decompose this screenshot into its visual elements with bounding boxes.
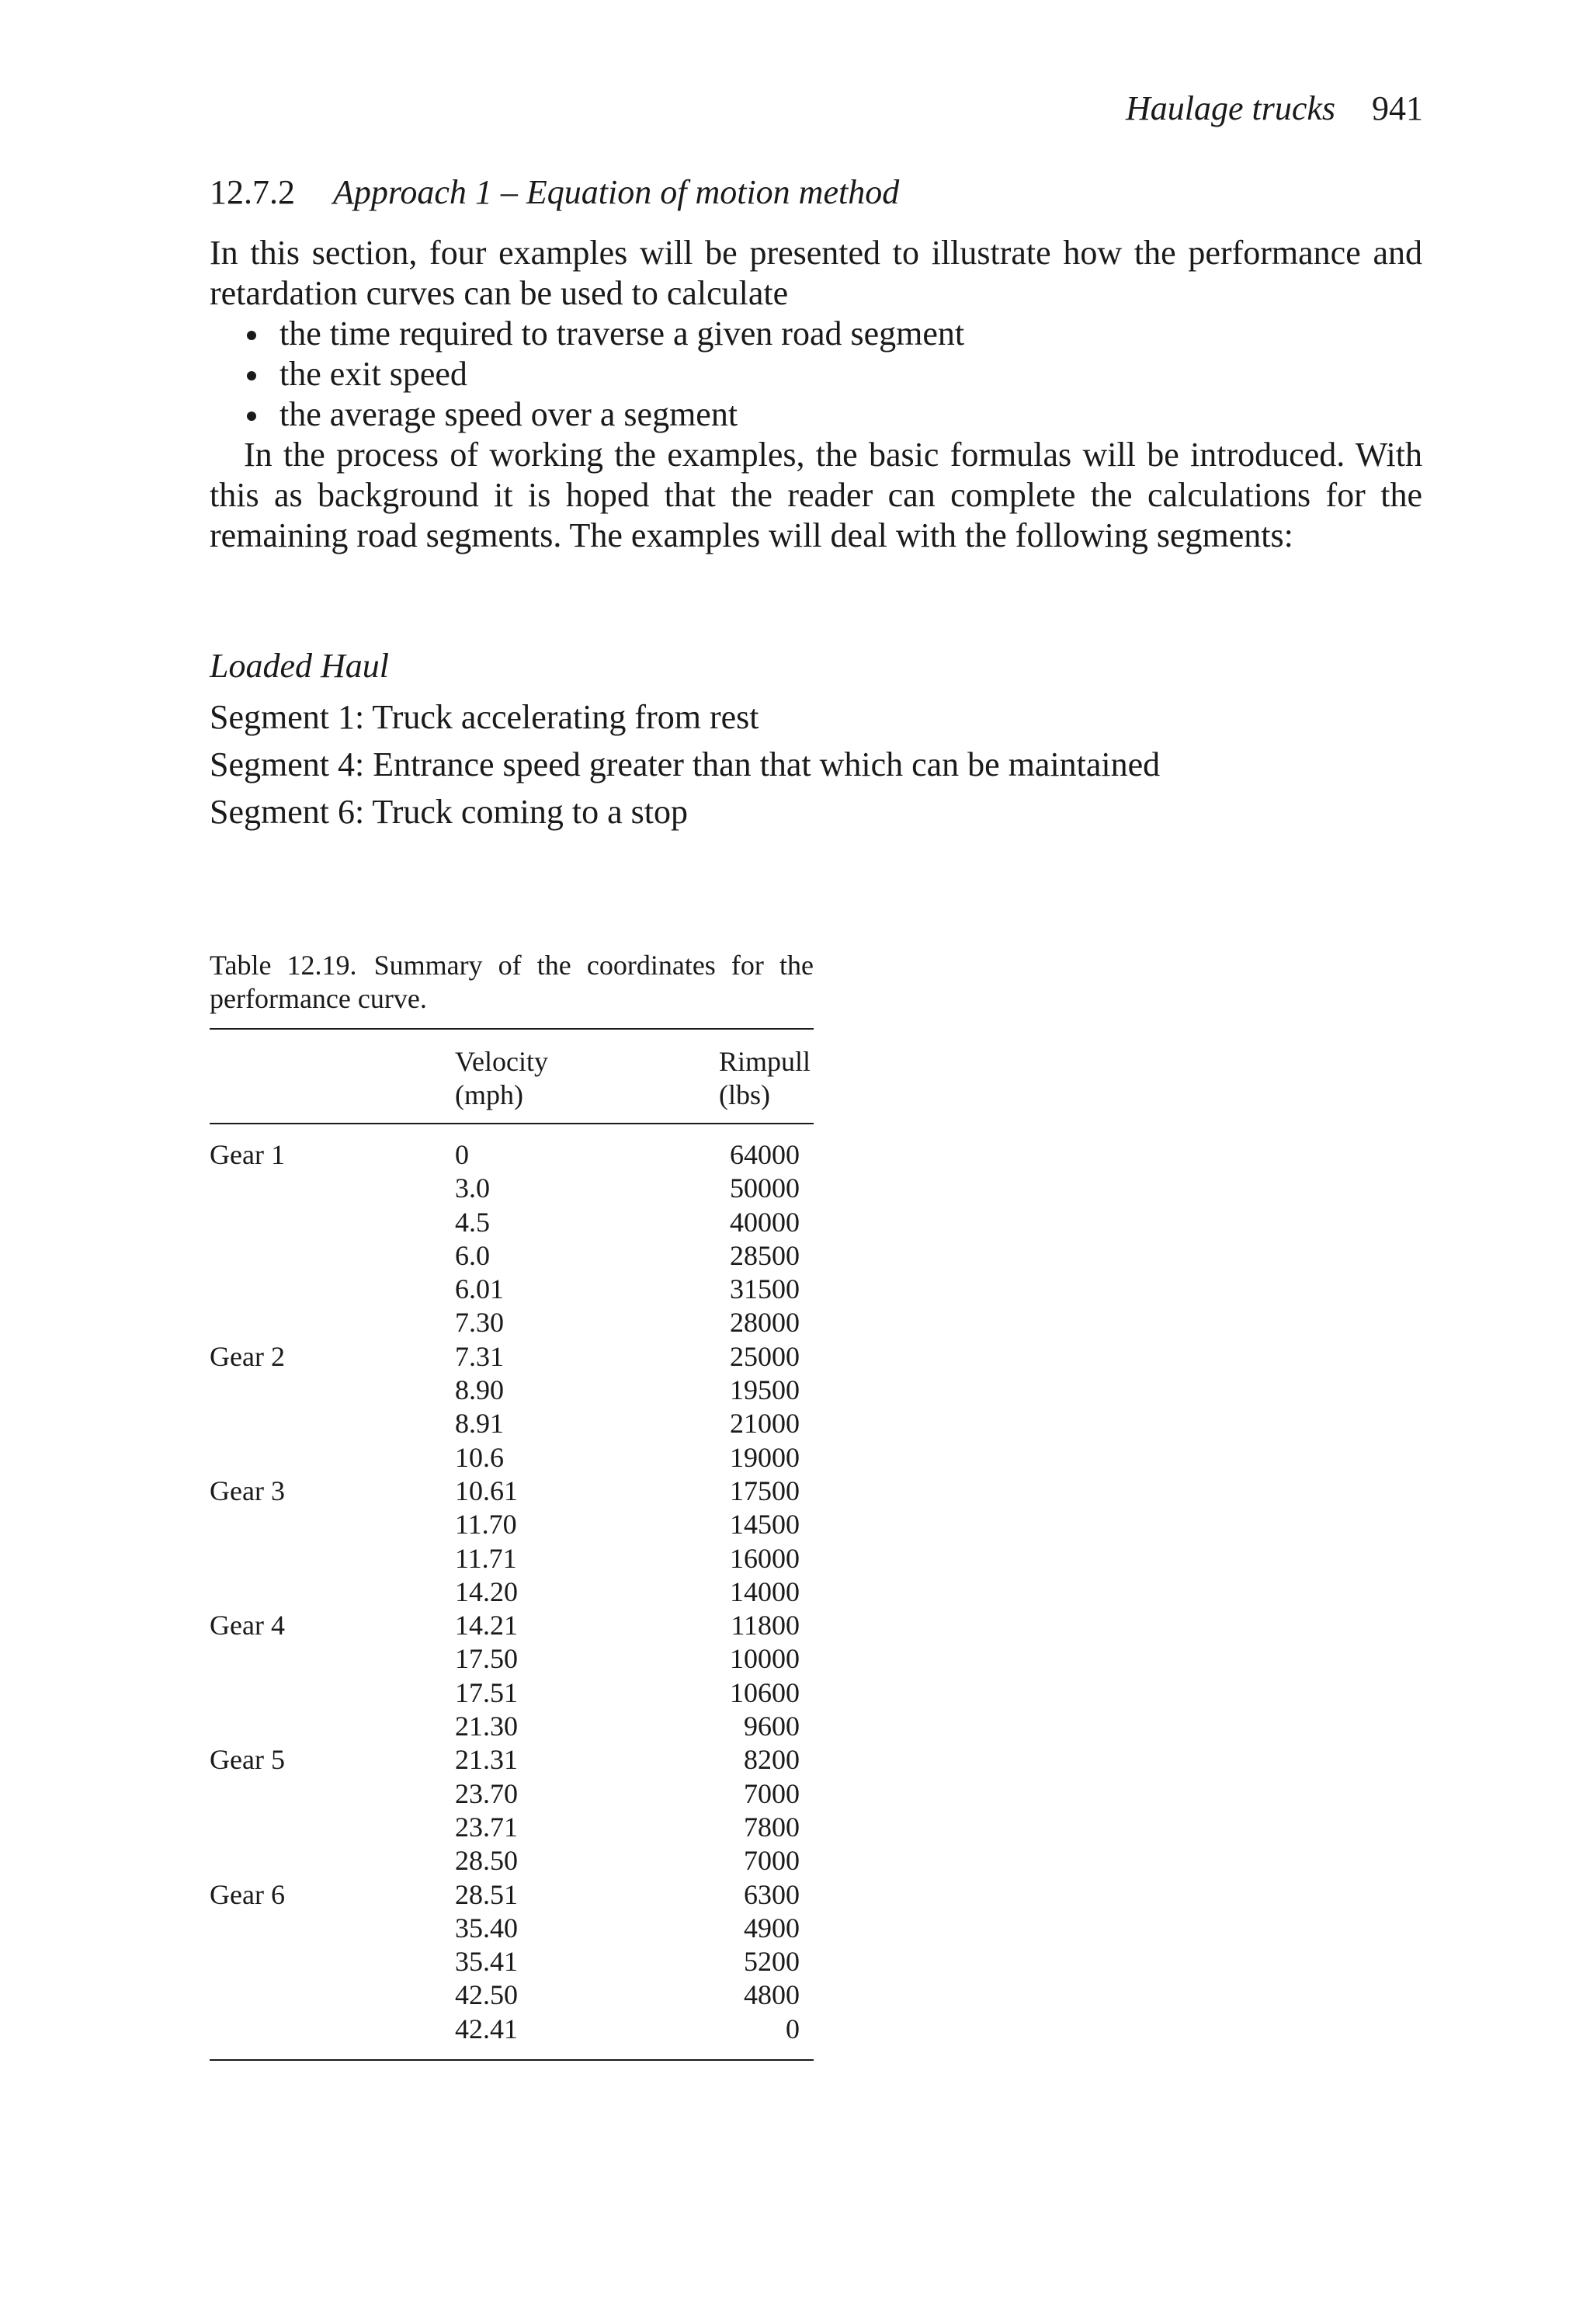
velocity-cell: 8.90 bbox=[455, 1374, 504, 1406]
table-row bbox=[210, 1138, 814, 1172]
velocity-cell: 14.21 bbox=[455, 1610, 518, 1641]
velocity-cell: 23.71 bbox=[455, 1811, 518, 1843]
process-paragraph: In the process of working the examples, the basic formulas will be introduced. With this as background it is hoped that the reader can complete the calculations for the remaining road segments. The examples will deal with the following segments: bbox=[210, 436, 1422, 554]
velocity-header-unit: (mph) bbox=[455, 1079, 523, 1110]
table-row bbox=[210, 1340, 814, 1374]
table-row bbox=[210, 1777, 814, 1811]
rimpull-cell: 28500 bbox=[730, 1239, 800, 1271]
table-row bbox=[210, 2013, 814, 2046]
rimpull-header-label: Rimpull bbox=[719, 1046, 811, 1077]
velocity-cell: 17.50 bbox=[455, 1643, 518, 1675]
velocity-cell: 35.40 bbox=[455, 1912, 518, 1944]
rimpull-cell: 40000 bbox=[730, 1206, 800, 1238]
velocity-cell: 4.5 bbox=[455, 1206, 490, 1238]
table-row bbox=[210, 1172, 814, 1205]
rimpull-cell: 10000 bbox=[730, 1643, 800, 1675]
intro-paragraph: In this section, four examples will be presented to illustrate how the performance and retardation curves can be used to calculate bbox=[210, 234, 1422, 312]
rimpull-cell: 25000 bbox=[730, 1340, 800, 1372]
table-row bbox=[210, 1609, 814, 1642]
velocity-cell: 6.01 bbox=[455, 1273, 504, 1305]
rimpull-cell: 64000 bbox=[730, 1139, 800, 1170]
table-caption-text: Summary of the coordinates for the performance curve. bbox=[210, 950, 814, 1014]
velocity-cell: 42.50 bbox=[455, 1979, 518, 2011]
table-row bbox=[210, 1844, 814, 1878]
velocity-cell: 0 bbox=[455, 1139, 469, 1170]
bullet-item bbox=[241, 394, 964, 435]
rimpull-cell: 4900 bbox=[744, 1912, 800, 1944]
table-row bbox=[210, 1273, 814, 1306]
velocity-cell: 42.41 bbox=[455, 2013, 518, 2044]
rimpull-cell: 5200 bbox=[744, 1946, 800, 1978]
velocity-cell: 3.0 bbox=[455, 1172, 490, 1204]
table-row bbox=[210, 1374, 814, 1407]
segment-item: Segment 4: Entrance speed greater than that which can be maintained bbox=[210, 745, 1161, 783]
bullet-icon bbox=[247, 412, 256, 421]
rimpull-cell: 31500 bbox=[730, 1273, 800, 1305]
running-head bbox=[1125, 89, 1423, 127]
velocity-cell: 28.51 bbox=[455, 1878, 518, 1910]
bullet-list bbox=[241, 314, 964, 435]
table-row bbox=[210, 1710, 814, 1743]
table-row bbox=[210, 1912, 814, 1945]
bullet-text: the time required to traverse a given road segment bbox=[279, 314, 965, 353]
table-row bbox=[210, 1945, 814, 1978]
table-row bbox=[210, 1508, 814, 1541]
velocity-cell: 8.91 bbox=[455, 1408, 504, 1440]
table-row bbox=[210, 1575, 814, 1609]
rimpull-cell: 16000 bbox=[730, 1542, 800, 1574]
table-bottom-rule bbox=[210, 2059, 814, 2061]
table-row bbox=[210, 1239, 814, 1273]
table-row bbox=[210, 1743, 814, 1777]
rimpull-cell: 21000 bbox=[730, 1408, 800, 1440]
section-title: Approach 1 – Equation of motion method bbox=[333, 173, 900, 211]
table-row bbox=[210, 1811, 814, 1844]
velocity-column-header bbox=[455, 1045, 548, 1112]
velocity-cell: 23.70 bbox=[455, 1777, 518, 1809]
performance-table-body bbox=[210, 1138, 814, 2046]
segment-list bbox=[210, 693, 1160, 835]
velocity-cell: 21.30 bbox=[455, 1711, 518, 1742]
rimpull-cell: 14500 bbox=[730, 1509, 800, 1541]
bullet-text: the exit speed bbox=[279, 355, 467, 393]
bullet-item bbox=[241, 354, 964, 394]
bullet-icon bbox=[247, 371, 256, 380]
table-row bbox=[210, 1642, 814, 1676]
velocity-cell: 28.50 bbox=[455, 1845, 518, 1877]
section-heading bbox=[210, 172, 899, 214]
running-head-title: Haulage trucks bbox=[1125, 89, 1335, 127]
table-row bbox=[210, 1676, 814, 1710]
rimpull-cell: 7000 bbox=[744, 1845, 800, 1877]
table-row bbox=[210, 1978, 814, 2012]
rimpull-cell: 7800 bbox=[744, 1811, 800, 1843]
page-number: 941 bbox=[1372, 89, 1423, 127]
table-row bbox=[210, 1306, 814, 1339]
rimpull-cell: 4800 bbox=[744, 1979, 800, 2011]
velocity-cell: 7.31 bbox=[455, 1340, 504, 1372]
rimpull-cell: 9600 bbox=[744, 1711, 800, 1742]
rimpull-cell: 19500 bbox=[730, 1374, 800, 1406]
rimpull-cell: 14000 bbox=[730, 1575, 800, 1607]
rimpull-column-header bbox=[719, 1045, 811, 1112]
bullet-text: the average speed over a segment bbox=[279, 395, 738, 433]
velocity-header-label: Velocity bbox=[455, 1046, 548, 1077]
rimpull-cell: 10600 bbox=[730, 1676, 800, 1708]
table-row bbox=[210, 1206, 814, 1239]
bullet-icon bbox=[247, 331, 256, 340]
table-row bbox=[210, 1878, 814, 1912]
rimpull-cell: 28000 bbox=[730, 1307, 800, 1339]
segment-item: Segment 6: Truck coming to a stop bbox=[210, 793, 688, 831]
velocity-cell: 35.41 bbox=[455, 1946, 518, 1978]
rimpull-cell: 6300 bbox=[744, 1878, 800, 1910]
velocity-cell: 7.30 bbox=[455, 1307, 504, 1339]
table-caption bbox=[210, 949, 814, 1016]
rimpull-cell: 11800 bbox=[731, 1610, 800, 1641]
table-row bbox=[210, 1475, 814, 1508]
rimpull-cell: 8200 bbox=[744, 1744, 800, 1776]
gear-cell: Gear 5 bbox=[210, 1744, 285, 1776]
table-top-rule bbox=[210, 1028, 814, 1030]
gear-cell: Gear 1 bbox=[210, 1139, 285, 1170]
table-row bbox=[210, 1542, 814, 1575]
rimpull-cell: 19000 bbox=[730, 1441, 800, 1473]
table-row bbox=[210, 1441, 814, 1475]
rimpull-cell: 7000 bbox=[744, 1777, 800, 1809]
table-caption-label: Table 12.19. bbox=[210, 950, 357, 981]
velocity-cell: 6.0 bbox=[455, 1239, 490, 1271]
section-number: 12.7.2 bbox=[210, 173, 295, 211]
loaded-haul-heading: Loaded Haul bbox=[210, 647, 389, 685]
velocity-cell: 11.70 bbox=[455, 1509, 517, 1541]
velocity-cell: 14.20 bbox=[455, 1575, 518, 1607]
rimpull-cell: 50000 bbox=[730, 1172, 800, 1204]
rimpull-cell: 0 bbox=[786, 2013, 800, 2044]
gear-cell: Gear 2 bbox=[210, 1340, 285, 1372]
velocity-cell: 11.71 bbox=[455, 1542, 517, 1574]
rimpull-header-unit: (lbs) bbox=[719, 1079, 770, 1110]
gear-cell: Gear 3 bbox=[210, 1475, 285, 1506]
velocity-cell: 17.51 bbox=[455, 1676, 518, 1708]
table-row bbox=[210, 1407, 814, 1440]
velocity-cell: 21.31 bbox=[455, 1744, 518, 1776]
velocity-cell: 10.61 bbox=[455, 1475, 518, 1506]
rimpull-cell: 17500 bbox=[730, 1475, 800, 1506]
gear-cell: Gear 4 bbox=[210, 1610, 285, 1641]
velocity-cell: 10.6 bbox=[455, 1441, 504, 1473]
segment-item: Segment 1: Truck accelerating from rest bbox=[210, 698, 759, 736]
bullet-item bbox=[241, 314, 964, 354]
gear-cell: Gear 6 bbox=[210, 1878, 285, 1910]
table-header-rule bbox=[210, 1123, 814, 1124]
